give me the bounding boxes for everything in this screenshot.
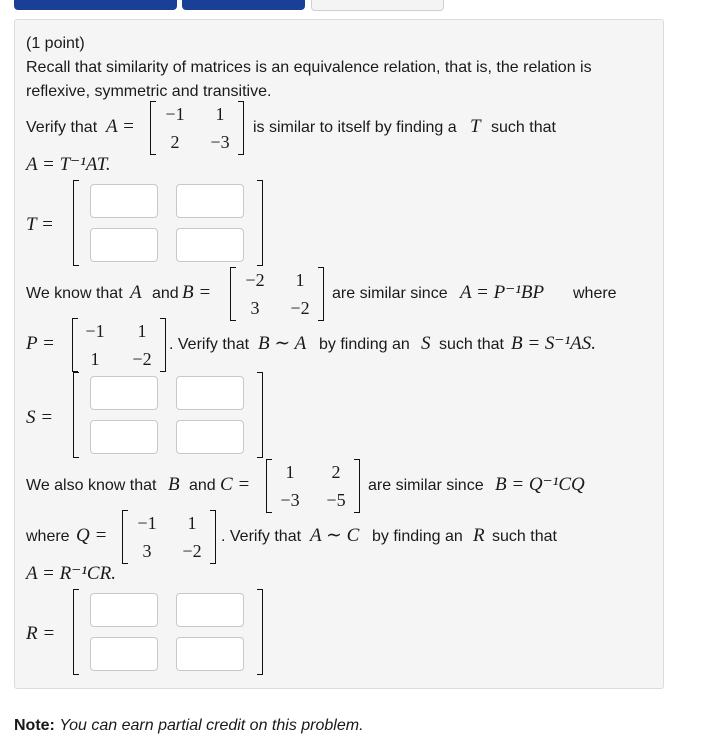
answer-s-input-3[interactable] (90, 420, 158, 454)
answer-s-input-2[interactable] (176, 376, 244, 410)
matrix-a-cell: −1 (165, 104, 185, 124)
also-know-text: We also know that (26, 477, 157, 494)
answer-r-right-bracket (257, 589, 263, 675)
matrix-a-left-bracket (150, 101, 156, 155)
matrix-c-cell: −3 (280, 490, 300, 510)
verify-b-text: . Verify that (169, 336, 250, 353)
equation-q: B = Q⁻¹CQ (495, 474, 585, 495)
r-equals-label: R = (26, 623, 56, 644)
matrix-c-right-bracket (354, 459, 360, 513)
matrix-q-cell: 3 (142, 541, 152, 561)
matrix-p-cell: −2 (132, 349, 152, 369)
such-that-c-text: such that (492, 528, 557, 545)
tab-button-2[interactable] (182, 0, 305, 10)
t-equals-label: T = (26, 214, 54, 235)
intro-line-2: reflexive, symmetric and transitive. (26, 83, 272, 100)
where-text: where (573, 285, 617, 302)
matrix-q-cell: −1 (137, 513, 157, 533)
points-label: (1 point) (26, 35, 85, 52)
b-equals-label: B = (182, 282, 212, 303)
answer-r-input-2[interactable] (176, 593, 244, 627)
answer-matrix-t (73, 180, 263, 266)
and-text: and (152, 285, 179, 302)
c-equals-label: C = (220, 474, 251, 495)
matrix-q-cell: −2 (182, 541, 202, 561)
matrix-b-cell: 1 (295, 270, 305, 290)
matrix-p-cell: 1 (90, 349, 100, 369)
note (14, 716, 364, 736)
b-sim-a-label: B ∼ A (258, 333, 307, 354)
answer-t-input-2[interactable] (176, 184, 244, 218)
a-equals-label: A = (106, 116, 135, 137)
is-similar-text: is similar to itself by finding a (253, 119, 457, 136)
matrix-q-right-bracket (210, 510, 216, 564)
answer-s-input-1[interactable] (90, 376, 158, 410)
matrix-p-cell: 1 (137, 321, 147, 341)
answer-t-input-3[interactable] (90, 228, 158, 262)
a-label: A (130, 282, 142, 303)
matrix-q (122, 510, 216, 564)
matrix-b (230, 267, 324, 321)
s-label: S (421, 333, 431, 354)
b-label: B (168, 474, 180, 495)
matrix-p-right-bracket (160, 318, 166, 372)
intro-line-1: Recall that similarity of matrices is an equivalence relation, that is, the relation is (26, 59, 592, 76)
answer-s-right-bracket (257, 372, 263, 458)
answer-r-left-bracket (73, 589, 79, 675)
verify-text: Verify that (26, 119, 98, 136)
by-finding-r-text: by finding an (372, 528, 463, 545)
matrix-p-left-bracket (72, 318, 78, 372)
matrix-q-left-bracket (122, 510, 128, 564)
verify-c-text: . Verify that (221, 528, 302, 545)
by-finding-s-text: by finding an (319, 336, 410, 353)
tab-button-1[interactable] (14, 0, 177, 10)
such-that-text: such that (491, 119, 556, 136)
answer-matrix-r (73, 589, 263, 675)
and-text-2: and (189, 477, 216, 494)
similar-since-text: are similar since (332, 285, 448, 302)
matrix-c-cell: 1 (285, 462, 295, 482)
matrix-a-cell: 1 (215, 104, 225, 124)
matrix-q-cell: 1 (187, 513, 197, 533)
answer-s-input-4[interactable] (176, 420, 244, 454)
matrix-b-right-bracket (318, 267, 324, 321)
answer-t-right-bracket (257, 180, 263, 266)
r-label: R (473, 525, 485, 546)
matrix-a (150, 101, 244, 155)
matrix-b-cell: −2 (245, 270, 265, 290)
matrix-b-cell: 3 (250, 298, 260, 318)
matrix-c-left-bracket (266, 459, 272, 513)
s-equals-label: S = (26, 407, 54, 428)
q-equals-label: Q = (76, 525, 108, 546)
equation-p: A = P⁻¹BP (460, 282, 545, 303)
matrix-a-cell: 2 (170, 132, 180, 152)
equation-t: A = T⁻¹AT. (26, 154, 111, 175)
note-text: You can earn partial credit on this problem. (59, 717, 364, 734)
equation-s: B = S⁻¹AS. (511, 333, 597, 354)
matrix-c (266, 459, 360, 513)
where-q-text: where (26, 528, 70, 545)
answer-r-input-4[interactable] (176, 637, 244, 671)
similar-since-text-2: are similar since (368, 477, 484, 494)
note-label: Note: (14, 717, 55, 734)
matrix-a-cell: −3 (210, 132, 230, 152)
t-label: T (470, 116, 481, 137)
matrix-a-right-bracket (238, 101, 244, 155)
matrix-c-cell: −5 (326, 490, 346, 510)
answer-t-input-1[interactable] (90, 184, 158, 218)
answer-t-input-4[interactable] (176, 228, 244, 262)
matrix-c-cell: 2 (331, 462, 341, 482)
tab-button-3[interactable] (311, 0, 444, 11)
p-equals-label: P = (26, 333, 55, 354)
matrix-p-cell: −1 (85, 321, 105, 341)
answer-matrix-s (73, 372, 263, 458)
answer-s-left-bracket (73, 372, 79, 458)
answer-t-left-bracket (73, 180, 79, 266)
matrix-b-left-bracket (230, 267, 236, 321)
matrix-b-cell: −2 (290, 298, 310, 318)
a-sim-c-label: A ∼ C (310, 525, 360, 546)
answer-r-input-1[interactable] (90, 593, 158, 627)
such-that-b-text: such that (439, 336, 504, 353)
know-text: We know that (26, 285, 123, 302)
matrix-p (72, 318, 166, 372)
answer-r-input-3[interactable] (90, 637, 158, 671)
equation-r: A = R⁻¹CR. (26, 563, 116, 584)
